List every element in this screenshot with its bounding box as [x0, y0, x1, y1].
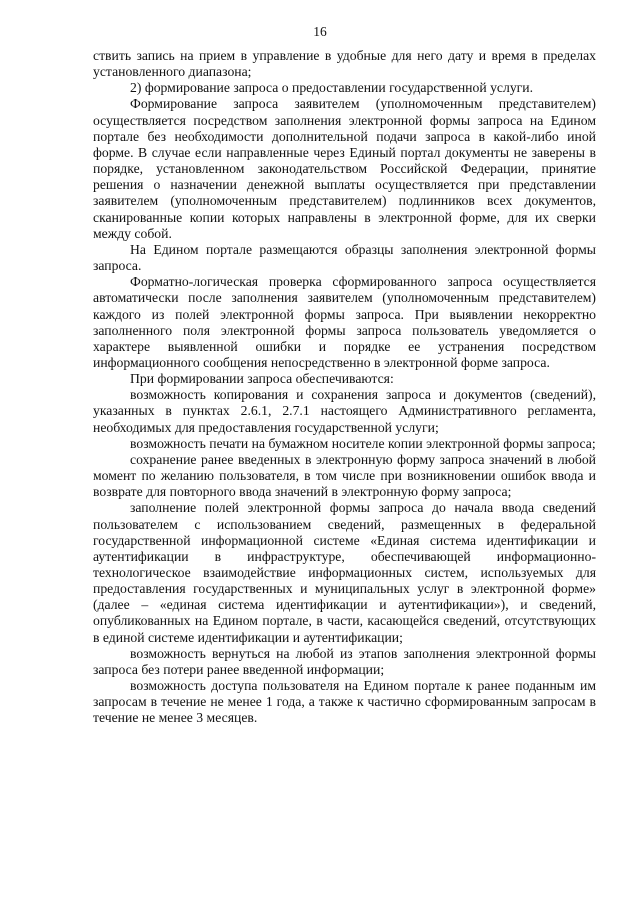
- list-item: возможность копирования и сохранения запроса и документов (сведений), указанных в пунктах 2.6.1, 2.7.1 настоящего Административного регламента, необходимых для предоставления государственной услуги;: [93, 387, 596, 435]
- list-item: возможность вернуться на любой из этапов заполнения электронной формы запроса без потери ранее введенной информации;: [93, 645, 596, 677]
- list-item: возможность печати на бумажном носителе копии электронной формы запроса;: [130, 435, 596, 451]
- document-body: [93, 48, 596, 727]
- paragraph-list-intro: При формировании запроса обеспечиваются:: [130, 371, 394, 387]
- paragraph: На Едином портале размещаются образцы заполнения электронной формы запроса.: [93, 241, 596, 274]
- page-number: 16: [313, 24, 327, 39]
- list-item: возможность доступа пользователя на Едином портале к ранее поданным им запросам в течение не менее 1 года, а также к частично сформированным запросам в течение не менее 3 месяцев.: [93, 678, 596, 726]
- paragraph: Формирование запроса заявителем (уполномоченным представителем) осуществляется посредством заполнения электронной формы запроса на Едином портале без необходимости дополнительной подачи запроса в какой-либо иной форме. В случае если направленные через Единый портал документы не заверены в порядке, установленном законодательством Российской Федерации, принятие решения о назначении денежной выплаты осуществляется при представлении заявителем (уполномоченным представителем) подлинников всех документов, сканированные копии которых направлены в электронной форме, для их сверки между собой.: [93, 96, 596, 241]
- list-item: заполнение полей электронной формы запроса до начала ввода сведений пользователем с использованием сведений, размещенных в федеральной государственной информационной системе «Единая система идентификации и аутентификации в инфраструктуре, обеспечивающей информационно-технологическое взаимодействие информационных систем, используемых для предоставления государственных и муниципальных услуг в электронной форме» (далее – «единая система идентификации и аутентификации»), и сведений, опубликованных на Едином портале, в части, касающейся сведений, отсутствующих в единой системе идентификации и аутентификации;: [93, 500, 596, 645]
- paragraph-item-2: 2) формирование запроса о предоставлении государственной услуги.: [130, 80, 534, 96]
- paragraph: Форматно-логическая проверка сформированного запроса осуществляется автоматически после заполнения заявителем (уполномоченным представителем) каждого из полей электронной формы запроса. При выявлении некорректно заполненного поля электронной формы запроса пользователь уведомляется о характере выявленной ошибки и порядке ее устранения посредством информационного сообщения непосредственно в электронной форме запроса.: [93, 274, 596, 370]
- list-item: сохранение ранее введенных в электронную форму запроса значений в любой момент по желанию пользователя, в том числе при возникновении ошибок ввода и возврате для повторного ввода значений в электронную форму запроса;: [93, 451, 596, 500]
- paragraph-continuation: ствить запись на прием в управление в удобные для него дату и время в пределах установленного диапазона;: [93, 48, 596, 80]
